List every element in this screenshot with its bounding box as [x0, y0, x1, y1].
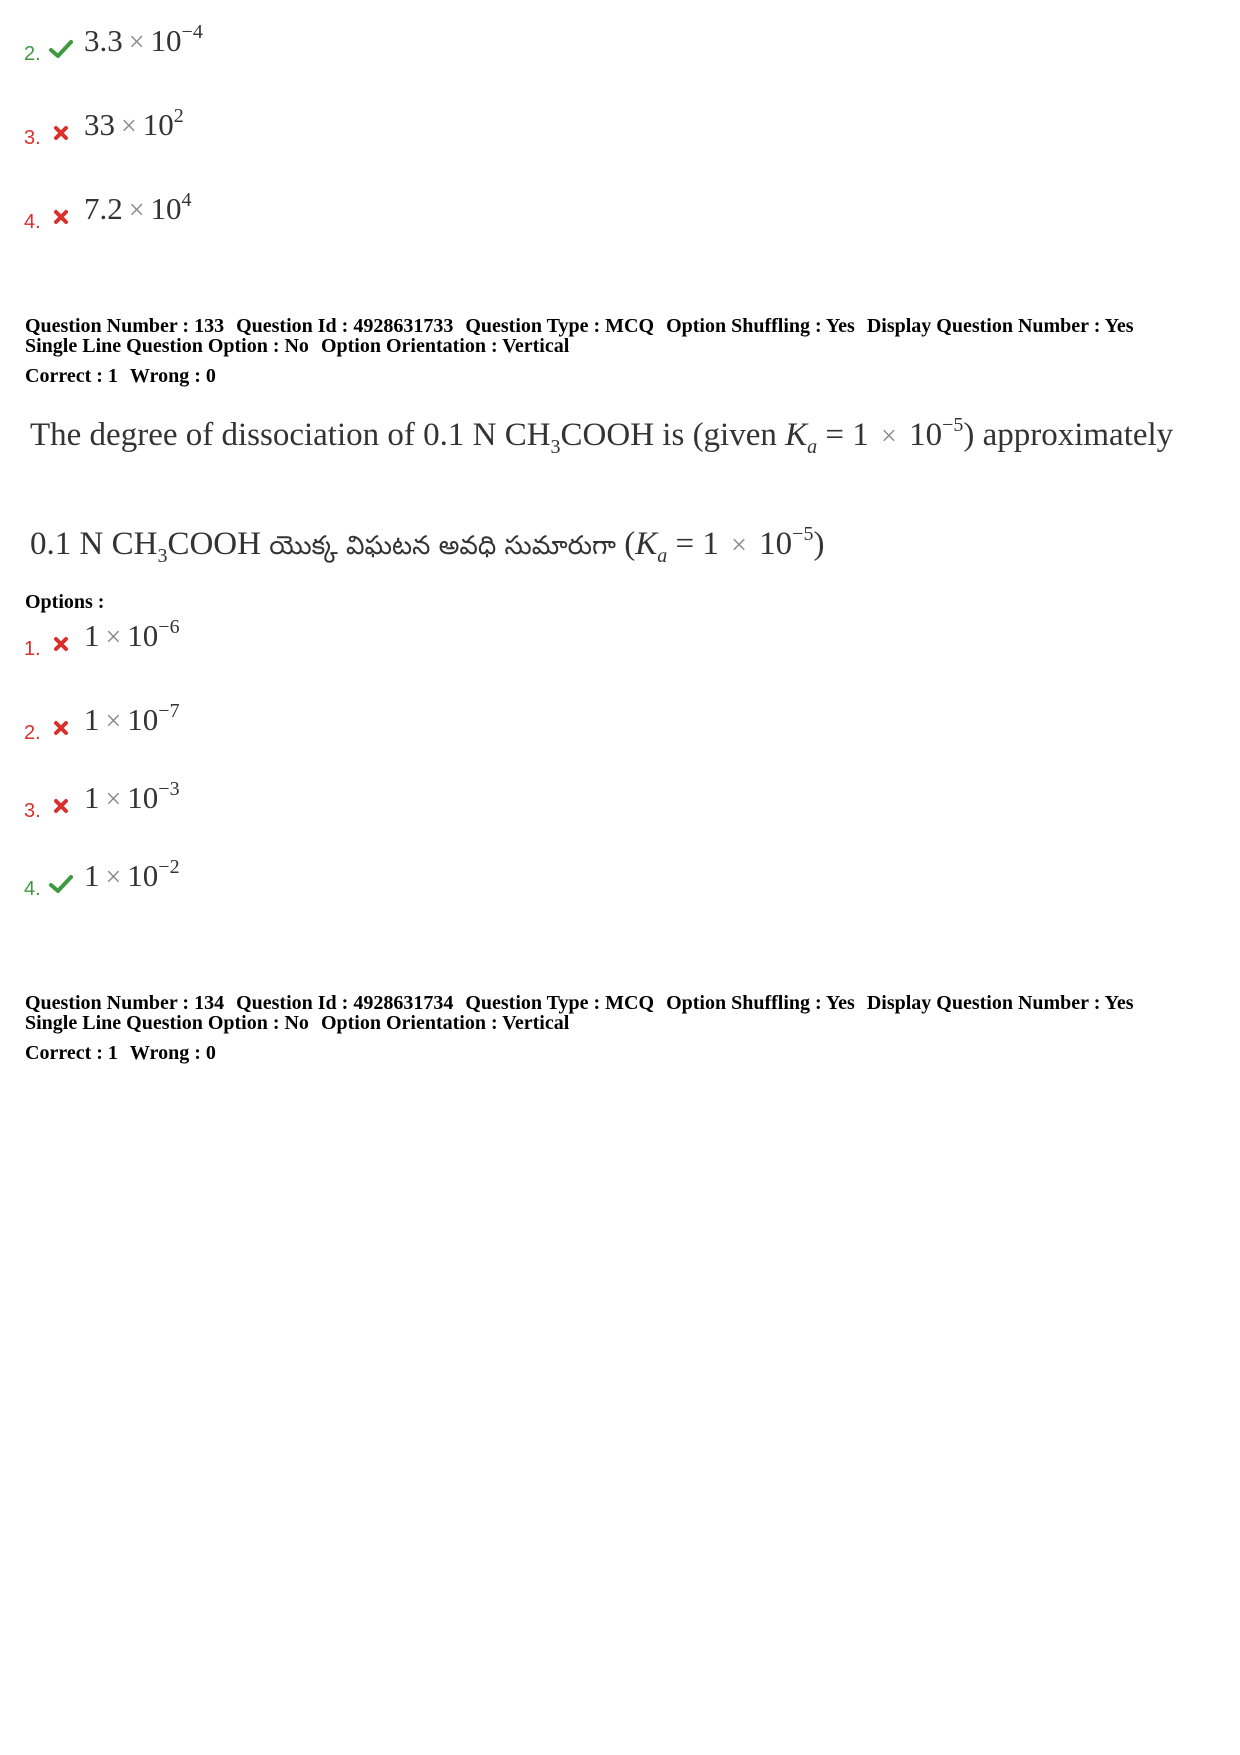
cross-icon	[46, 202, 76, 232]
q133-meta-line2	[25, 336, 581, 356]
option-value: $1 \times 10^{-3}$	[84, 778, 180, 815]
question-text-telugu: 0.1 N $CH_3COOH$ యొక్క విఘటన అవధి సుమారుగా $(K_a = 1 \times 10^{-5})$	[30, 523, 825, 567]
q134-marks	[25, 1043, 228, 1063]
option-value: $33 \times 10^2$	[84, 105, 184, 142]
q133-marks	[25, 366, 228, 386]
display-question-number: Display Question Number : Yes	[866, 992, 1134, 1014]
option-orientation: Option Orientation : Vertical	[320, 335, 570, 357]
prev-option-4	[24, 190, 192, 234]
prev-option-3	[24, 106, 184, 150]
question-type: Question Type : MCQ	[465, 992, 655, 1014]
option-number: 3.	[24, 800, 41, 822]
wrong-marks: Wrong : 0	[129, 365, 216, 387]
q133-meta-line1	[25, 316, 1146, 336]
option-number: 1.	[24, 638, 41, 660]
option-value: $3.3 \times 10^{-4}$	[84, 21, 203, 58]
q133-option-4	[24, 857, 180, 901]
option-value: $1 \times 10^{-7}$	[84, 700, 180, 737]
wrong-marks: Wrong : 0	[129, 1042, 216, 1064]
cross-icon	[46, 629, 76, 659]
option-value: $7.2 \times 10^4$	[84, 189, 192, 226]
q134-meta-line2	[25, 1013, 581, 1033]
single-line-option: Single Line Question Option : No	[25, 335, 309, 357]
question-number: Question Number : 134	[25, 992, 225, 1014]
q133-option-2	[24, 701, 180, 745]
cross-icon	[46, 118, 76, 148]
option-number: 4.	[24, 211, 41, 233]
question-id: Question Id : 4928631734	[236, 992, 454, 1014]
option-value: $1 \times 10^{-2}$	[84, 856, 180, 893]
check-icon	[46, 869, 76, 899]
question-number: Question Number : 133	[25, 315, 225, 337]
option-number: 3.	[24, 127, 41, 149]
cross-icon	[46, 713, 76, 743]
option-number: 4.	[24, 878, 41, 900]
option-orientation: Option Orientation : Vertical	[320, 1012, 570, 1034]
options-label: Options :	[25, 591, 105, 613]
check-icon	[46, 34, 76, 64]
correct-marks: Correct : 1	[25, 1042, 118, 1064]
q133-option-1	[24, 617, 180, 661]
display-question-number: Display Question Number : Yes	[866, 315, 1134, 337]
correct-marks: Correct : 1	[25, 365, 118, 387]
question-text-english: The degree of dissociation of 0.1 N $CH_3COOH$ is (given $K_a = 1 \times 10^{-5}$) approximately	[30, 414, 1174, 458]
option-shuffling: Option Shuffling : Yes	[666, 992, 855, 1014]
option-shuffling: Option Shuffling : Yes	[666, 315, 855, 337]
prev-option-2	[24, 22, 203, 66]
cross-icon	[46, 791, 76, 821]
q134-meta-line1	[25, 993, 1146, 1013]
option-number: 2.	[24, 43, 41, 65]
single-line-option: Single Line Question Option : No	[25, 1012, 309, 1034]
q133-option-3	[24, 779, 180, 823]
option-number: 2.	[24, 722, 41, 744]
question-type: Question Type : MCQ	[465, 315, 655, 337]
option-value: $1 \times 10^{-6}$	[84, 616, 180, 653]
question-id: Question Id : 4928631733	[236, 315, 454, 337]
